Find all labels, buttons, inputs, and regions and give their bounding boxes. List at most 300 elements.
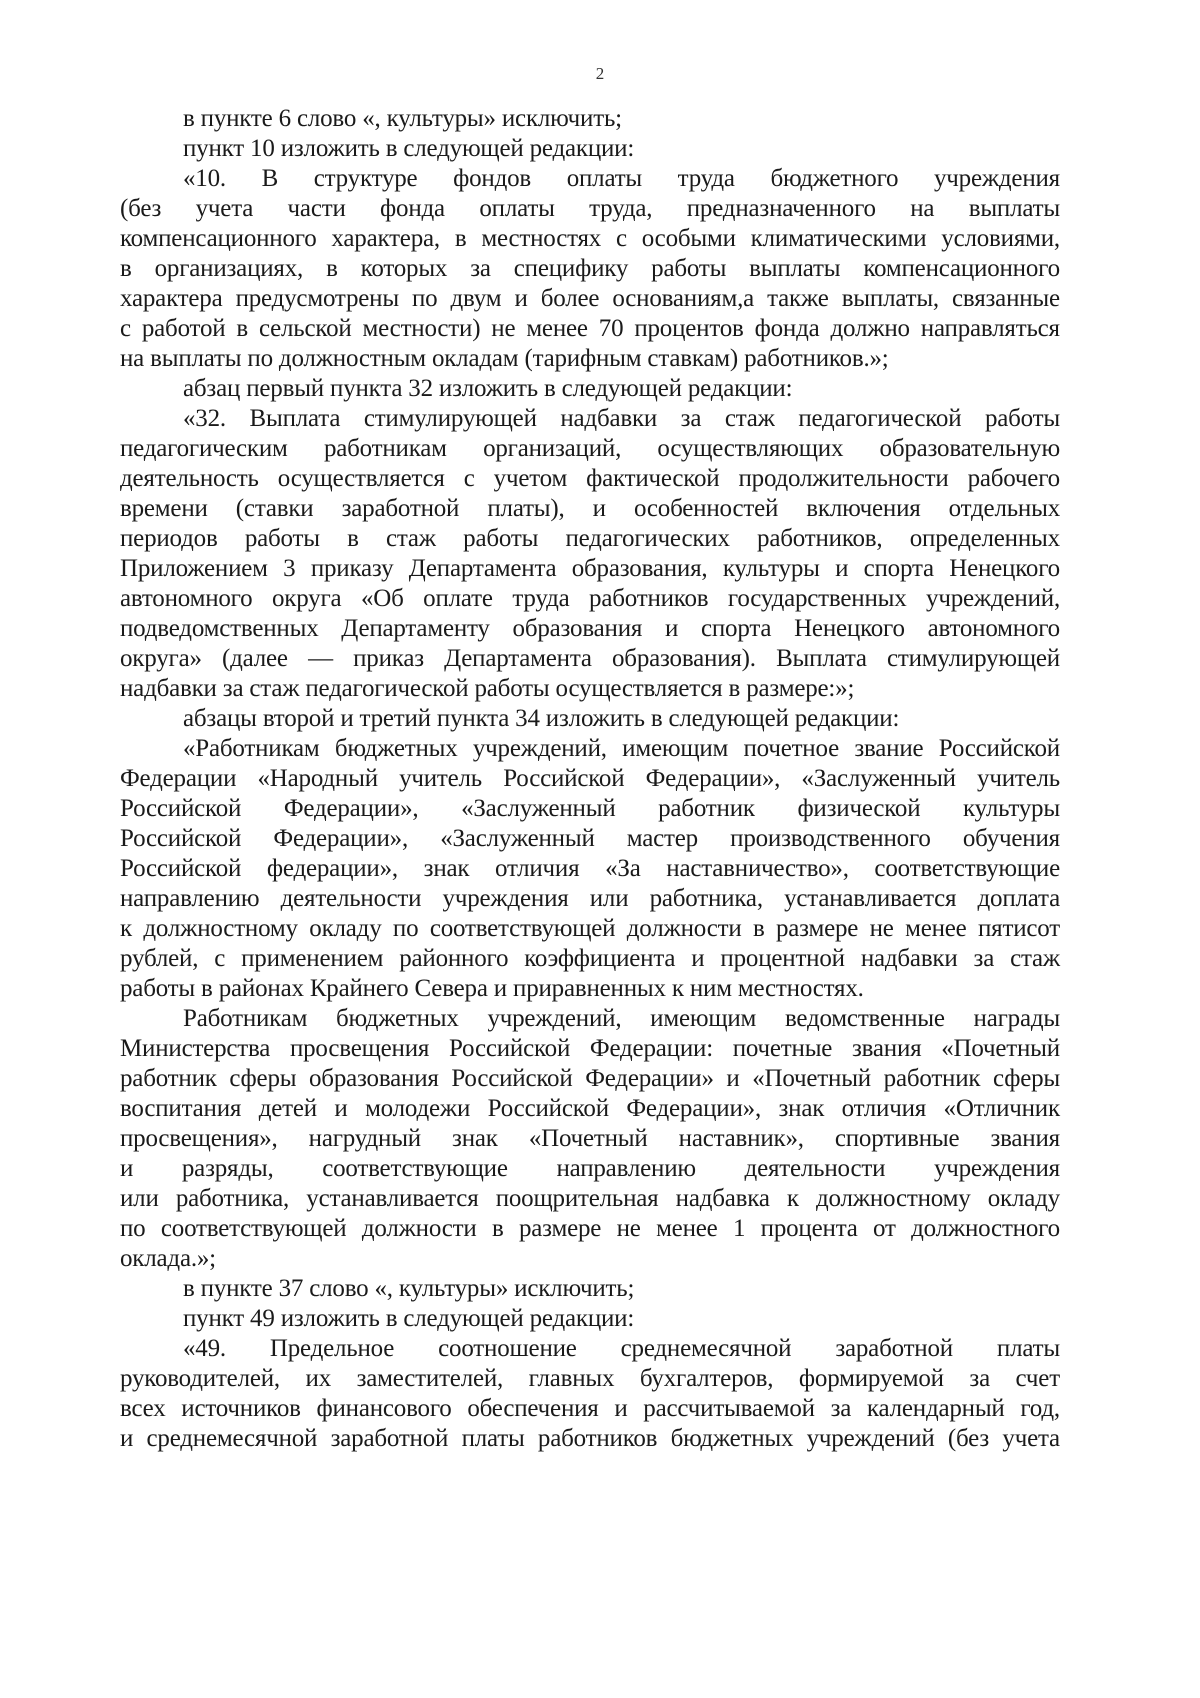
word: Выплата <box>776 645 867 672</box>
page-number: 2 <box>595 64 605 83</box>
text-line <box>120 404 1060 434</box>
word: учреждений <box>806 1425 935 1452</box>
word: награды <box>973 1005 1060 1032</box>
word: приказу <box>310 555 394 582</box>
word: и <box>120 1155 134 1182</box>
word: поощрительная <box>495 1185 659 1212</box>
word: и <box>726 1065 740 1092</box>
word: устанавливается <box>306 1185 479 1212</box>
word: работников <box>537 1425 658 1452</box>
word: определенных <box>909 525 1060 552</box>
word: в <box>454 225 467 252</box>
word: по <box>120 1215 146 1242</box>
word: времени <box>120 495 208 522</box>
word: в <box>120 255 132 282</box>
word: учреждений, <box>472 735 607 762</box>
text-line <box>120 194 1060 224</box>
word: организациях, <box>154 255 304 282</box>
word: и <box>665 615 679 642</box>
word: Российской <box>938 735 1060 762</box>
text-line <box>120 614 1060 644</box>
text-line: на выплаты по должностным окладам (тарифным ставкам) работников.»; <box>120 345 889 372</box>
text-line <box>120 284 1060 314</box>
word: предусмотрены <box>235 285 399 312</box>
word: отличия <box>841 1095 927 1122</box>
word: обучения <box>962 825 1060 852</box>
word: Федерации: <box>589 1035 713 1062</box>
text-line: пункт 10 изложить в следующей редакции: <box>183 135 635 162</box>
text-line: пункт 49 изложить в следующей редакции: <box>183 1305 635 1332</box>
word: наставник», <box>678 1125 804 1152</box>
word: 1 <box>732 1215 746 1242</box>
word: звание <box>854 735 924 762</box>
word: соотношение <box>438 1335 577 1362</box>
word: к <box>120 915 132 942</box>
word: работы <box>984 405 1060 432</box>
word: местностях <box>481 225 602 252</box>
text-line <box>120 944 1060 974</box>
word: менее <box>905 915 967 942</box>
word: просвещения», <box>120 1125 278 1152</box>
word: основаниям,а <box>612 285 755 312</box>
word: «32. <box>183 405 226 432</box>
word: производственного <box>730 825 931 852</box>
word: работника, <box>175 1185 290 1212</box>
word: автономного <box>120 585 253 612</box>
word: учитель <box>399 765 483 792</box>
word: воспитания <box>120 1095 242 1122</box>
word: особенностей <box>633 495 779 522</box>
word: или <box>120 1185 159 1212</box>
word: Российской <box>487 1095 609 1122</box>
text-line <box>120 1004 1060 1034</box>
word: Приложением <box>120 555 268 582</box>
word: приказ <box>353 645 424 672</box>
word: и <box>691 945 705 972</box>
word: компенсационного <box>863 255 1060 282</box>
word: работников, <box>757 525 883 552</box>
word: фонда <box>380 195 445 222</box>
word: учреждения <box>933 165 1060 192</box>
word: характера <box>120 285 223 312</box>
word: разряды, <box>181 1155 274 1182</box>
word: учитель <box>977 765 1060 792</box>
word: работой <box>141 315 226 342</box>
text-line <box>120 764 1060 794</box>
word: части <box>287 195 346 222</box>
text-line <box>120 434 1060 464</box>
word: менее <box>526 315 588 342</box>
word: работников <box>589 585 709 612</box>
word: Предельное <box>269 1335 395 1362</box>
word: среднемесячной <box>146 1425 318 1452</box>
word: выплаты, <box>841 285 939 312</box>
word: двум <box>450 285 502 312</box>
word: работник <box>658 795 755 822</box>
text-line <box>120 1184 1060 1214</box>
word: «Об <box>360 585 404 612</box>
word: физической <box>797 795 921 822</box>
word: или <box>589 885 629 912</box>
word: почетное <box>743 735 839 762</box>
word: «10. <box>183 165 226 192</box>
word: «Заслуженный <box>801 765 956 792</box>
word: деятельности <box>280 885 422 912</box>
word: заработной <box>835 1335 953 1362</box>
word: образования <box>309 1065 439 1092</box>
text-line <box>120 1124 1060 1154</box>
word: с <box>214 945 226 972</box>
word: рублей, <box>120 945 199 972</box>
word: рассчитываемой <box>643 1395 815 1422</box>
word: учреждений, <box>926 585 1060 612</box>
word: по <box>411 285 438 312</box>
word: платы <box>996 1335 1060 1362</box>
word: федерации», <box>266 855 398 882</box>
word: Российской <box>120 825 242 852</box>
word: надбавка <box>675 1185 770 1212</box>
word: учета <box>195 195 254 222</box>
word: работникам <box>323 435 447 462</box>
word: связанные <box>952 285 1060 312</box>
word: учетом <box>493 465 568 492</box>
word: рабочего <box>967 465 1060 492</box>
text-line <box>120 524 1060 554</box>
word: не <box>869 915 894 942</box>
word: надбавки <box>860 945 958 972</box>
word: оплате <box>423 585 493 612</box>
word: платы <box>461 1425 525 1452</box>
word: работник <box>120 1065 217 1092</box>
word: с <box>463 465 475 492</box>
word: за <box>969 1365 990 1392</box>
word: должностному <box>816 1185 971 1212</box>
word: стаж <box>1010 945 1060 972</box>
word: «Почетный <box>528 1125 648 1152</box>
text-line <box>120 1094 1060 1124</box>
text-line <box>120 314 1060 344</box>
document-body <box>120 104 1060 1454</box>
text-line <box>120 1394 1060 1424</box>
word: устанавливается <box>784 885 957 912</box>
word: учета <box>1002 1425 1060 1452</box>
word: и <box>120 1425 134 1452</box>
word: Российской <box>451 1065 573 1092</box>
text-line: оклада.»; <box>120 1245 216 1272</box>
word: Российской <box>503 765 625 792</box>
word: должностному <box>143 915 298 942</box>
word: автономного <box>927 615 1060 642</box>
word: нагрудный <box>308 1125 421 1152</box>
word: культуры <box>963 795 1060 822</box>
word: руководителей, <box>120 1365 280 1392</box>
word: не <box>491 315 516 342</box>
word: направлению <box>556 1155 696 1182</box>
word: платы), <box>487 495 565 522</box>
word: Российской <box>120 795 242 822</box>
word: работы <box>244 525 320 552</box>
word: педагогической <box>798 405 962 432</box>
word: процентов <box>634 315 744 342</box>
word: стаж <box>385 525 436 552</box>
word: выплаты <box>749 255 841 282</box>
word: применением <box>241 945 384 972</box>
word: Российской <box>120 855 242 882</box>
word: климатическими <box>750 225 927 252</box>
word: Министерства <box>120 1035 271 1062</box>
word: 70 <box>598 315 624 342</box>
text-line: абзац первый пункта 32 изложить в следующей редакции: <box>183 375 793 402</box>
word: районного <box>399 945 509 972</box>
word: Федерации», <box>283 795 419 822</box>
word: (далее <box>222 645 288 672</box>
text-line <box>120 1214 1060 1244</box>
word: размере <box>518 1215 602 1242</box>
word: труда <box>512 585 570 612</box>
word: которых <box>360 255 448 282</box>
word: и <box>592 495 606 522</box>
word: предназначенного <box>686 195 876 222</box>
text-line: работы в районах Крайнего Севера и приравненных к ним местностях. <box>120 975 864 1002</box>
text-line <box>120 1364 1060 1394</box>
word: в <box>326 255 338 282</box>
word: спорта <box>700 615 772 642</box>
word: с <box>120 315 131 342</box>
word: «Заслуженный <box>440 825 595 852</box>
word: направлению <box>120 885 260 912</box>
word: в <box>236 315 248 342</box>
word: наставничество», <box>666 855 849 882</box>
word: детей <box>258 1095 317 1122</box>
word: работник <box>883 1065 981 1092</box>
text-line: в пункте 6 слово «, культуры» исключить; <box>183 105 622 132</box>
word: Департаменту <box>341 615 490 642</box>
word: по <box>392 915 419 942</box>
word: округа» <box>120 645 202 672</box>
word: процентной <box>720 945 845 972</box>
word: за <box>470 255 491 282</box>
text-line: абзацы второй и третий пункта 34 изложить в следующей редакции: <box>183 705 900 732</box>
word: деятельности <box>744 1155 886 1182</box>
text-line <box>120 1334 1060 1364</box>
word: в <box>491 1215 504 1242</box>
word: Федерации <box>120 765 237 792</box>
word: соответствующей <box>429 915 616 942</box>
word: Федерации» <box>585 1065 714 1092</box>
word: молодежи <box>365 1095 471 1122</box>
text-line <box>120 584 1060 614</box>
word: звания <box>990 1125 1060 1152</box>
word: стаж <box>724 405 775 432</box>
word: должностного <box>911 1215 1060 1242</box>
word: год, <box>1020 1395 1060 1422</box>
word: труда, <box>589 195 653 222</box>
word: доплата <box>977 885 1060 912</box>
word: надбавки <box>560 405 658 432</box>
word: бюджетного <box>770 165 899 192</box>
word: особыми <box>641 225 736 252</box>
word: стимулирующей <box>887 645 1060 672</box>
word: имеющим <box>622 735 729 762</box>
word: спортивные <box>834 1125 960 1152</box>
word: мастер <box>626 825 698 852</box>
word: соответствующие <box>874 855 1060 882</box>
text-line <box>120 224 1060 254</box>
word: в <box>752 915 765 942</box>
word: за <box>680 405 702 432</box>
text-line <box>120 554 1060 584</box>
text-line: в пункте 37 слово «, культуры» исключить; <box>183 1275 635 1302</box>
word: бюджетных <box>336 1005 459 1032</box>
word: главных <box>528 1365 615 1392</box>
text-line <box>120 1154 1060 1184</box>
text-line <box>120 884 1060 914</box>
word: структуре <box>313 165 418 192</box>
word: округа <box>271 585 342 612</box>
word: коэффициента <box>524 945 676 972</box>
word: просвещения <box>289 1035 430 1062</box>
word: имеющим <box>650 1005 757 1032</box>
word: — <box>308 645 333 672</box>
word: Федерации», <box>645 765 781 792</box>
text-line <box>120 854 1060 884</box>
word: и <box>835 555 849 582</box>
word: финансового <box>316 1395 452 1422</box>
word: спорта <box>863 555 934 582</box>
word: «Работникам <box>183 735 320 762</box>
word: бухгалтеров, <box>639 1365 774 1392</box>
word: более <box>540 285 600 312</box>
word: стимулирующей <box>363 405 537 432</box>
word: включения <box>806 495 921 522</box>
word: Российской <box>448 1035 571 1062</box>
word: сферы <box>993 1065 1060 1092</box>
word: окладу <box>309 915 382 942</box>
text-line <box>120 1064 1060 1094</box>
word: деятельность <box>120 465 259 492</box>
word: оплаты <box>479 195 555 222</box>
text-line <box>120 734 1060 764</box>
word: звания <box>851 1035 922 1062</box>
word: должности <box>626 915 742 942</box>
text-line <box>120 254 1060 284</box>
word: Ненецкого <box>949 555 1060 582</box>
word: труда <box>677 165 735 192</box>
word: работы <box>463 525 539 552</box>
word: в <box>347 525 359 552</box>
word: счет <box>1015 1365 1060 1392</box>
word: должности <box>361 1215 477 1242</box>
word: учреждения <box>442 885 569 912</box>
word: бюджетных <box>334 735 458 762</box>
word: (без <box>120 195 162 222</box>
word: выплаты <box>968 195 1060 222</box>
word: компенсационного <box>120 225 317 252</box>
word: сферы <box>229 1065 297 1092</box>
text-line <box>120 464 1060 494</box>
word: заработной <box>330 1425 449 1452</box>
word: осуществляющих <box>657 435 844 462</box>
word: от <box>873 1215 896 1242</box>
word: источников <box>181 1395 301 1422</box>
word: фондов <box>453 165 532 192</box>
word: соответствующие <box>322 1155 508 1182</box>
text-line: надбавки за стаж педагогической работы осуществляется в размере:»; <box>120 675 855 702</box>
word: отличия <box>495 855 580 882</box>
text-line <box>120 1034 1060 1064</box>
word: периодов <box>120 525 218 552</box>
word: к <box>786 1185 799 1212</box>
word: специфику <box>513 255 629 282</box>
word: пятисот <box>977 915 1060 942</box>
word: «49. <box>183 1335 226 1362</box>
word: образовательную <box>879 435 1060 462</box>
word: с <box>615 225 627 252</box>
word: педагогическим <box>120 435 288 462</box>
word: соответствующей <box>160 1215 347 1242</box>
word: продолжительности <box>738 465 949 492</box>
word: также <box>767 285 829 312</box>
word: организаций, <box>483 435 622 462</box>
word: не <box>616 1215 641 1242</box>
word: и <box>614 1395 628 1422</box>
word: формируемой <box>798 1365 944 1392</box>
word: «Отличник <box>943 1095 1060 1122</box>
word: образования <box>512 615 643 642</box>
word: окладу <box>987 1185 1060 1212</box>
word: Федерации», <box>626 1095 761 1122</box>
word: бюджетных <box>670 1425 794 1452</box>
word: В <box>261 165 279 192</box>
word: (без <box>947 1425 990 1452</box>
word: ведомственные <box>784 1005 945 1032</box>
word: всех <box>120 1395 166 1422</box>
word: должно <box>830 315 910 342</box>
word: и <box>514 285 528 312</box>
word: педагогических <box>565 525 730 552</box>
word: «Народный <box>257 765 378 792</box>
word: сельской <box>258 315 352 342</box>
word: Ненецкого <box>794 615 905 642</box>
word: процента <box>760 1215 858 1242</box>
word: знак <box>423 855 470 882</box>
word: «Почетный <box>752 1065 871 1092</box>
word: местности) <box>362 315 481 342</box>
word: Выплата <box>249 405 341 432</box>
word: знак <box>778 1095 825 1122</box>
word: заместителей, <box>356 1365 504 1392</box>
word: их <box>305 1365 332 1392</box>
text-line <box>120 794 1060 824</box>
word: за <box>973 945 995 972</box>
word: обеспечения <box>467 1395 599 1422</box>
word: работника, <box>649 885 763 912</box>
word: менее <box>656 1215 718 1242</box>
text-line <box>120 914 1060 944</box>
text-line <box>120 644 1060 674</box>
text-line <box>120 1424 1060 1454</box>
word: оплаты <box>566 165 643 192</box>
word: (ставки <box>235 495 314 522</box>
word: среднемесячной <box>620 1335 792 1362</box>
word: на <box>910 195 935 222</box>
word: подведомственных <box>120 615 319 642</box>
word: Федерации», <box>273 825 409 852</box>
word: «Заслуженный <box>461 795 616 822</box>
word: фактической <box>586 465 720 492</box>
word: направляться <box>920 315 1060 342</box>
word: культуры <box>722 555 820 582</box>
